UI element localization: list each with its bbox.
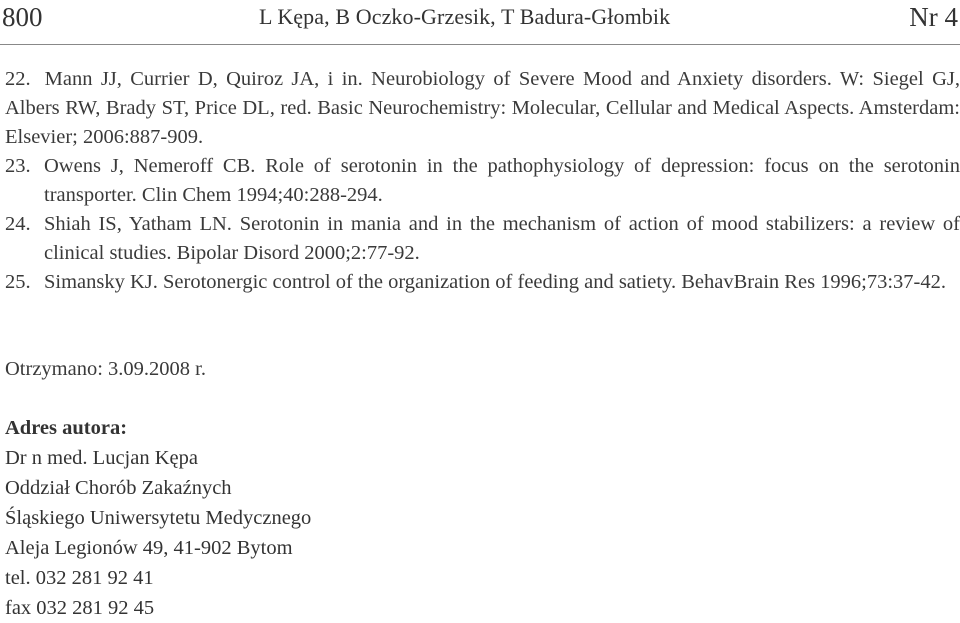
received-date: Otrzymano: 3.09.2008 r. [5,358,206,380]
address-line-department: Oddział Chorób Zakaźnych [5,477,232,499]
reference-number: 25. [5,271,31,293]
address-heading: Adres autora: [5,417,128,439]
address-line-fax: fax 032 281 92 45 [5,597,155,619]
header-rule [0,44,960,45]
reference-item-23 [5,152,960,210]
reference-text: Owens J, Nemeroff CB. Role of serotonin in the pathophysiology of depression: focus on the serotonin transporter. Clin Chem 1994;40:288-294. [44,155,960,206]
page-header [0,0,960,40]
reference-item-25 [5,268,960,297]
author-address [5,413,311,623]
issue-number: Nr 4 [909,2,958,32]
reference-number: 24. [5,213,31,235]
reference-number: 23. [5,155,31,177]
address-line-street: Aleja Legionów 49, 41-902 Bytom [5,537,293,559]
reference-item-22 [5,65,960,152]
running-head-authors: L Kępa, B Oczko-Grzesik, T Badura-Głombik [259,4,671,29]
page-number: 800 [2,2,43,32]
address-line-name: Dr n med. Lucjan Kępa [5,447,198,469]
address-line-university: Śląskiego Uniwersytetu Medycznego [5,507,312,529]
reference-item-24 [5,210,960,268]
reference-number: 22. [5,68,31,90]
reference-text: Shiah IS, Yatham LN. Serotonin in mania and in the mechanism of action of mood stabilizers: a review of clinical studies. Bipolar Disord 2000;2:77-92. [44,213,960,264]
reference-text: Simansky KJ. Serotonergic control of the organization of feeding and satiety. BehavBrain Res 1996;73:37-42. [44,271,947,293]
address-line-phone: tel. 032 281 92 41 [5,567,154,589]
reference-text: Mann JJ, Currier D, Quiroz JA, i in. Neurobiology of Severe Mood and Anxiety disorders. W: Siegel GJ, Albers RW, Brady ST, Price DL, red. Basic Neurochemistry: Molecular, Cellular and Medical Aspects. Amsterdam: Elsevier; 2006:887-909. [5,68,960,148]
reference-list [5,65,960,297]
